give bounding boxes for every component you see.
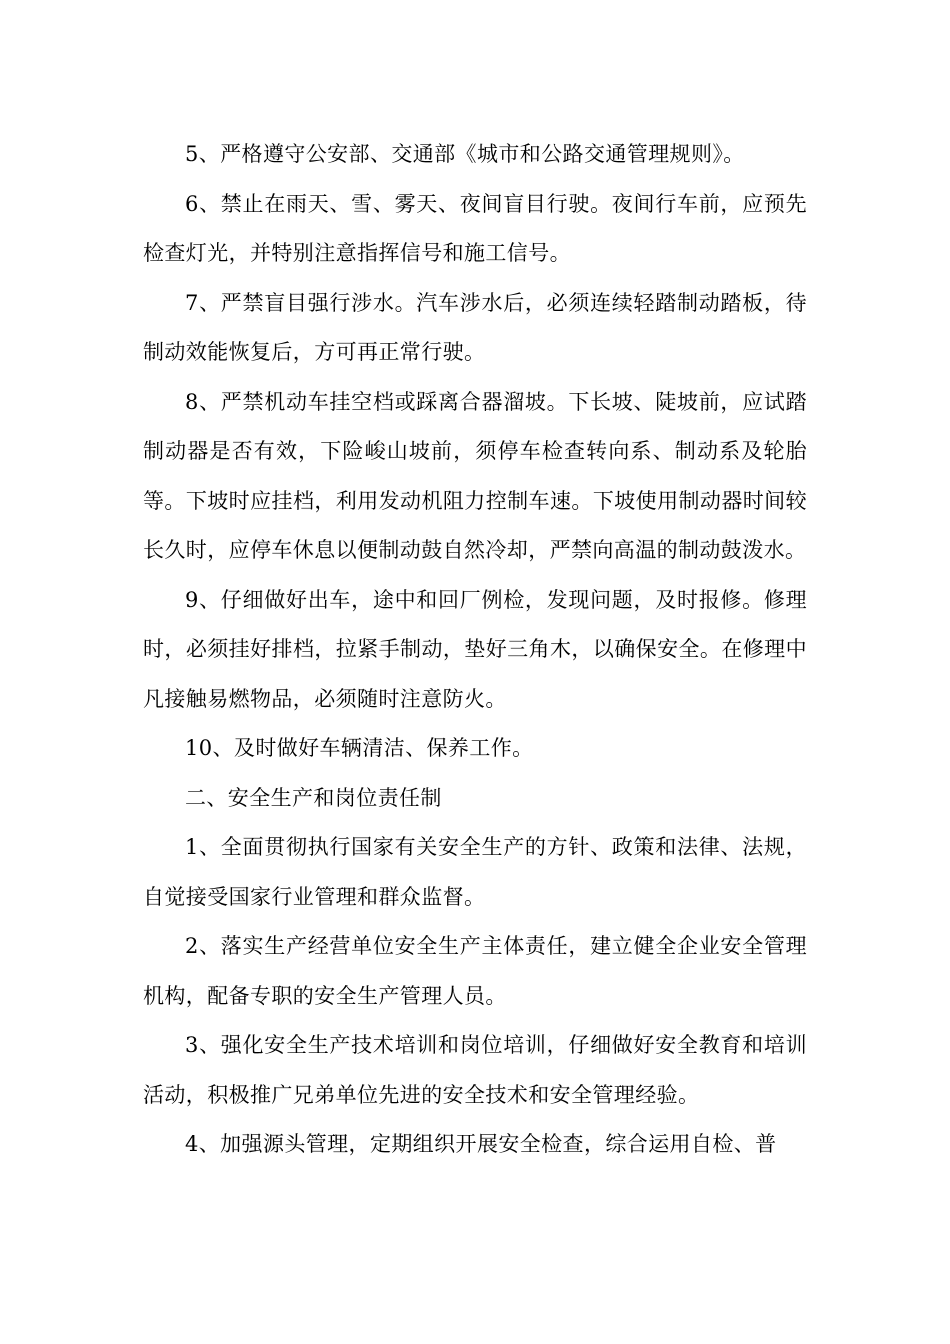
paragraph-duty-4: 4、加强源头管理，定期组织开展安全检查，综合运用自检、普: [185, 1132, 777, 1156]
paragraph-duty-1: 1、全面贯彻执行国家有关安全生产的方针、政策和法律、法规，自觉接受国家行业管理和群众监督。: [143, 835, 807, 909]
paragraph-rule-10: 10、及时做好车辆清洁、保养工作。: [185, 736, 534, 760]
paragraph-rule-7: 7、严禁盲目强行涉水。汽车涉水后，必须连续轻踏制动踏板，待制动效能恢复后，方可再正常行驶。: [143, 290, 807, 364]
paragraph-rule-9: 9、仔细做好出车，途中和回厂例检，发现问题，及时报修。修理时，必须挂好排档，拉紧手制动，垫好三角木，以确保安全。在修理中凡接触易燃物品，必须随时注意防火。: [143, 587, 807, 711]
paragraph-duty-3: 3、强化安全生产技术培训和岗位培训，仔细做好安全教育和培训活动，积极推广兄弟单位先进的安全技术和安全管理经验。: [143, 1033, 807, 1107]
section-heading: 二、安全生产和岗位责任制: [185, 785, 442, 810]
paragraph-rule-5: 5、严格遵守公安部、交通部《城市和公路交通管理规则》。: [185, 142, 745, 166]
paragraph-duty-2: 2、落实生产经营单位安全生产主体责任，建立健全企业安全管理机构，配备专职的安全生产管理人员。: [143, 934, 807, 1008]
paragraph-rule-8: 8、严禁机动车挂空档或踩离合器溜坡。下长坡、陡坡前，应试踏制动器是否有效，下险峻山坡前，须停车检查转向系、制动系及轮胎等。下坡时应挂档，利用发动机阻力控制车速。下坡使用制动器时间较长久时，应停车休息以便制动鼓自然冷却，严禁向高温的制动鼓泼水。: [143, 389, 807, 562]
document-body: [143, 130, 807, 1170]
paragraph-rule-6: 6、禁止在雨天、雪、雾天、夜间盲目行驶。夜间行车前，应预先检查灯光，并特别注意指挥信号和施工信号。: [143, 191, 807, 265]
